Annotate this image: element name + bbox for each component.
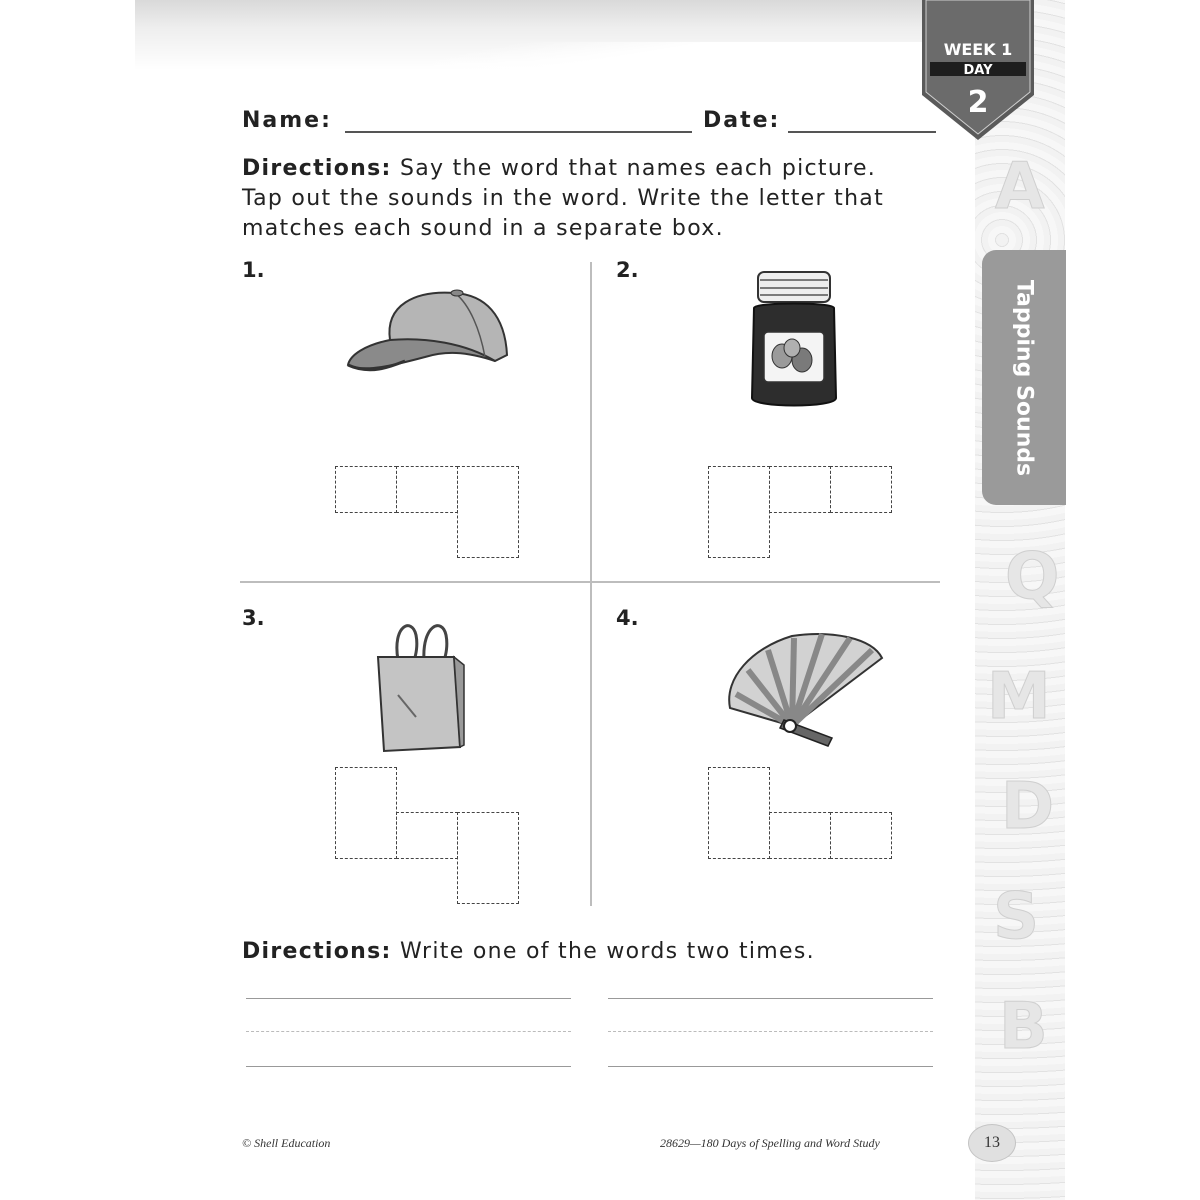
- decorative-letter-d: D: [1001, 770, 1055, 844]
- directions-line-2: Tap out the sounds in the word. Write the letter that: [242, 186, 885, 211]
- horizontal-divider: [240, 581, 940, 583]
- letter-box[interactable]: [769, 812, 831, 859]
- section-tab: [982, 250, 1066, 505]
- day-number: 2: [967, 85, 989, 120]
- writing-base-line[interactable]: [246, 1066, 571, 1067]
- writing-top-line[interactable]: [608, 998, 933, 999]
- directions-2: [242, 937, 815, 967]
- letter-box[interactable]: [457, 812, 519, 904]
- footer-publisher: © Shell Education: [242, 1136, 331, 1150]
- date-line[interactable]: [788, 131, 936, 133]
- name-line[interactable]: [345, 131, 692, 133]
- decorative-letter-m: M: [987, 660, 1051, 734]
- week-label: WEEK 1: [943, 40, 1013, 59]
- fan-icon: [722, 628, 884, 748]
- letter-box[interactable]: [457, 466, 519, 558]
- day-label: DAY: [963, 63, 993, 78]
- directions-label: Directions:: [242, 156, 392, 181]
- directions-2-text: Write one of the words two times.: [391, 939, 815, 964]
- directions-line-1: Say the word that names each picture.: [391, 156, 877, 181]
- vertical-divider: [590, 262, 592, 906]
- letter-box[interactable]: [708, 466, 770, 558]
- footer-book-title: 28629—180 Days of Spelling and Word Study: [660, 1136, 880, 1150]
- letter-box[interactable]: [335, 767, 397, 859]
- letter-box[interactable]: [708, 767, 770, 859]
- page-curl-shade: [135, 0, 935, 70]
- jam-jar-icon: [748, 268, 840, 412]
- writing-mid-line: [246, 1031, 571, 1032]
- item-number-1: 1.: [242, 258, 265, 282]
- bag-icon: [372, 615, 468, 755]
- writing-top-line[interactable]: [246, 998, 571, 999]
- item-number-4: 4.: [616, 606, 639, 630]
- writing-mid-line: [608, 1031, 933, 1032]
- decorative-letter-b: B: [999, 990, 1048, 1064]
- item-number-3: 3.: [242, 606, 265, 630]
- week-day-badge: [922, 0, 1034, 140]
- decorative-side-strip: [975, 0, 1065, 1200]
- section-tab-label: Tapping Sounds: [1011, 279, 1037, 476]
- letter-box[interactable]: [830, 466, 892, 513]
- decorative-letter-a: A: [995, 150, 1045, 224]
- letter-box[interactable]: [830, 812, 892, 859]
- page-number: 13: [968, 1124, 1016, 1162]
- writing-base-line[interactable]: [608, 1066, 933, 1067]
- item-number-2: 2.: [616, 258, 639, 282]
- directions-paragraph: [242, 154, 884, 244]
- cap-icon: [345, 285, 515, 380]
- letter-box[interactable]: [769, 466, 831, 513]
- date-label: Date:: [703, 108, 781, 133]
- letter-box[interactable]: [396, 812, 458, 859]
- directions-line-3: matches each sound in a separate box.: [242, 216, 724, 241]
- name-label: Name:: [242, 108, 332, 133]
- directions-2-label: Directions:: [242, 939, 392, 964]
- letter-box[interactable]: [335, 466, 397, 513]
- letter-box[interactable]: [396, 466, 458, 513]
- decorative-letter-s: S: [993, 880, 1040, 954]
- decorative-letter-q: Q: [1005, 540, 1060, 614]
